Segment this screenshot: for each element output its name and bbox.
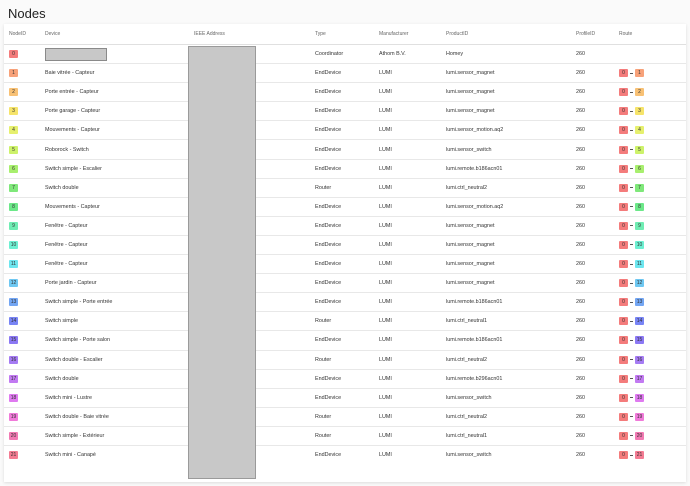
table-row[interactable] bbox=[4, 388, 686, 407]
node-id-cell bbox=[4, 369, 40, 388]
node-id-cell bbox=[4, 388, 40, 407]
device-type: Router bbox=[310, 312, 374, 331]
route-cell bbox=[614, 407, 686, 426]
profile-id: 260 bbox=[571, 121, 614, 140]
route-hop-badge: 0 bbox=[619, 165, 628, 173]
route-hop-badge: 6 bbox=[635, 165, 644, 173]
node-id-badge: 19 bbox=[10, 413, 17, 420]
route-path bbox=[619, 317, 686, 325]
route-link bbox=[630, 378, 633, 379]
device-type: EndDevice bbox=[310, 140, 374, 159]
route-hop-badge: 9 bbox=[635, 222, 644, 230]
route-link bbox=[630, 264, 633, 265]
device-type: EndDevice bbox=[310, 331, 374, 350]
route-hop-badge: 0 bbox=[619, 432, 628, 440]
route-path bbox=[619, 375, 686, 383]
route-path bbox=[619, 203, 686, 211]
route-hop-badge: 0 bbox=[619, 88, 628, 96]
header-type[interactable]: Type bbox=[310, 24, 374, 45]
device-name: Switch simple - Escalier bbox=[40, 159, 189, 178]
route-path bbox=[619, 336, 686, 344]
route-hop-badge: 0 bbox=[619, 69, 628, 77]
table-row[interactable] bbox=[4, 350, 686, 369]
device-name: Switch double bbox=[40, 178, 189, 197]
product-id: lumi.sensor_magnet bbox=[441, 235, 571, 254]
manufacturer: LUMI bbox=[374, 331, 441, 350]
device-type: EndDevice bbox=[310, 293, 374, 312]
node-id-badge: 16 bbox=[10, 356, 17, 363]
product-id: lumi.sensor_switch bbox=[441, 140, 571, 159]
route-cell bbox=[614, 45, 686, 64]
device-type: EndDevice bbox=[310, 159, 374, 178]
device-type: EndDevice bbox=[310, 197, 374, 216]
route-hop-badge: 0 bbox=[619, 356, 628, 364]
route-hop-badge: 0 bbox=[619, 222, 628, 230]
node-id-cell bbox=[4, 407, 40, 426]
device-type: Coordinator bbox=[310, 45, 374, 64]
header-device[interactable]: Device bbox=[40, 24, 189, 45]
profile-id: 260 bbox=[571, 350, 614, 369]
table-row[interactable] bbox=[4, 45, 686, 64]
route-link bbox=[630, 187, 633, 188]
profile-id: 260 bbox=[571, 255, 614, 274]
node-id-cell bbox=[4, 64, 40, 83]
device-name: Roborock - Switch bbox=[40, 140, 189, 159]
route-cell bbox=[614, 216, 686, 235]
device-type: EndDevice bbox=[310, 216, 374, 235]
manufacturer: LUMI bbox=[374, 83, 441, 102]
table-row[interactable] bbox=[4, 121, 686, 140]
node-id-cell bbox=[4, 445, 40, 464]
route-path bbox=[619, 298, 686, 306]
manufacturer: LUMI bbox=[374, 407, 441, 426]
manufacturer: LUMI bbox=[374, 102, 441, 121]
node-id-badge: 3 bbox=[9, 107, 18, 115]
route-hop-badge: 0 bbox=[619, 126, 628, 134]
route-cell bbox=[614, 312, 686, 331]
device-type: EndDevice bbox=[310, 274, 374, 293]
route-cell bbox=[614, 178, 686, 197]
manufacturer: LUMI bbox=[374, 216, 441, 235]
route-path bbox=[619, 241, 686, 249]
node-id-cell bbox=[4, 331, 40, 350]
product-id: lumi.sensor_motion.aq2 bbox=[441, 121, 571, 140]
manufacturer: LUMI bbox=[374, 426, 441, 445]
table-row[interactable] bbox=[4, 235, 686, 254]
profile-id: 260 bbox=[571, 388, 614, 407]
node-id-cell bbox=[4, 121, 40, 140]
manufacturer: LUMI bbox=[379, 452, 392, 459]
route-hop-badge: 20 bbox=[636, 432, 643, 439]
device-type: Router bbox=[310, 407, 374, 426]
node-id-cell bbox=[4, 197, 40, 216]
node-id-cell bbox=[4, 178, 40, 197]
route-hop-badge: 5 bbox=[635, 146, 644, 154]
table-row[interactable] bbox=[4, 102, 686, 121]
route-cell bbox=[614, 293, 686, 312]
table-row[interactable] bbox=[4, 83, 686, 102]
table-row[interactable] bbox=[4, 216, 686, 235]
route-hop-badge: 13 bbox=[636, 299, 643, 306]
route-path bbox=[619, 107, 686, 115]
profile-id: 260 bbox=[571, 216, 614, 235]
device-name-redaction bbox=[45, 48, 107, 61]
table-row[interactable] bbox=[4, 255, 686, 274]
route-cell bbox=[614, 426, 686, 445]
route-hop-badge: 1 bbox=[635, 69, 644, 77]
node-id-cell bbox=[4, 140, 40, 159]
manufacturer: Athom B.V. bbox=[374, 45, 441, 64]
route-hop-badge: 17 bbox=[636, 375, 643, 382]
nodes-table bbox=[4, 24, 686, 464]
table-row[interactable] bbox=[4, 64, 686, 83]
device-type: Router bbox=[310, 178, 374, 197]
route-cell bbox=[614, 235, 686, 254]
product-id: lumi.remote.b186acn01 bbox=[441, 331, 571, 350]
node-id-cell bbox=[4, 426, 40, 445]
header-manufacturer[interactable]: Manufacturer bbox=[374, 24, 441, 45]
route-link bbox=[630, 340, 633, 341]
table-row[interactable] bbox=[4, 407, 686, 426]
route-hop-badge: 0 bbox=[619, 203, 628, 211]
table-row[interactable] bbox=[4, 159, 686, 178]
route-link bbox=[630, 302, 633, 303]
device-name: Mouvements - Capteur bbox=[40, 197, 189, 216]
profile-id: 260 bbox=[571, 235, 614, 254]
route-path bbox=[619, 184, 686, 192]
profile-id: 260 bbox=[571, 178, 614, 197]
product-id: lumi.sensor_magnet bbox=[441, 83, 571, 102]
route-path bbox=[619, 394, 686, 402]
nodes-table-card bbox=[4, 24, 686, 482]
manufacturer: LUMI bbox=[374, 235, 441, 254]
product-id: lumi.ctrl_neutral2 bbox=[441, 178, 571, 197]
profile-id: 260 bbox=[571, 64, 614, 83]
route-path bbox=[619, 165, 686, 173]
table-row[interactable] bbox=[4, 369, 686, 388]
product-id: Homey bbox=[441, 45, 571, 64]
node-id-badge: 14 bbox=[10, 318, 17, 325]
node-id-cell bbox=[4, 45, 40, 64]
route-hop-badge: 14 bbox=[636, 318, 643, 325]
route-cell bbox=[614, 159, 686, 178]
node-id-cell bbox=[4, 350, 40, 369]
device-type: EndDevice bbox=[310, 64, 374, 83]
route-hop-badge: 7 bbox=[635, 184, 644, 192]
route-link bbox=[630, 111, 633, 112]
device-name: Switch double bbox=[40, 369, 189, 388]
device-type: Router bbox=[310, 426, 374, 445]
profile-id: 260 bbox=[571, 197, 614, 216]
product-id: lumi.sensor_magnet bbox=[441, 274, 571, 293]
route-cell bbox=[614, 331, 686, 350]
route-hop-badge: 0 bbox=[619, 336, 628, 344]
node-id-badge: 21 bbox=[10, 452, 17, 459]
device-name: Fenêtre - Capteur bbox=[40, 255, 189, 274]
product-id: lumi.sensor_motion.aq2 bbox=[441, 197, 571, 216]
manufacturer: LUMI bbox=[374, 369, 441, 388]
manufacturer: LUMI bbox=[374, 312, 441, 331]
node-id-badge: 5 bbox=[9, 146, 18, 154]
table-row[interactable] bbox=[4, 445, 686, 464]
product-id: lumi.sensor_magnet bbox=[441, 216, 571, 235]
route-hop-badge: 0 bbox=[619, 451, 628, 459]
route-link bbox=[630, 73, 633, 74]
route-hop-badge: 12 bbox=[636, 280, 643, 287]
node-id-badge: 0 bbox=[9, 50, 18, 58]
route-link bbox=[630, 416, 633, 417]
device-name: Porte garage - Capteur bbox=[40, 102, 189, 121]
device-name: Baie vitrée - Capteur bbox=[40, 64, 189, 83]
route-hop-badge: 0 bbox=[619, 260, 628, 268]
route-cell bbox=[614, 255, 686, 274]
node-id-cell bbox=[4, 216, 40, 235]
route-link bbox=[630, 321, 633, 322]
header-profile-id[interactable]: ProfileID bbox=[571, 24, 614, 45]
route-path bbox=[619, 260, 686, 268]
node-id-badge: 17 bbox=[10, 375, 17, 382]
route-hop-badge: 0 bbox=[619, 107, 628, 115]
node-id-badge: 4 bbox=[9, 126, 18, 134]
route-link bbox=[630, 359, 633, 360]
header-node-id[interactable]: NodeID bbox=[4, 24, 40, 45]
node-id-badge: 8 bbox=[9, 203, 18, 211]
route-hop-badge: 0 bbox=[619, 375, 628, 383]
product-id: lumi.ctrl_neutral1 bbox=[441, 312, 571, 331]
route-path bbox=[619, 432, 686, 440]
node-id-cell bbox=[4, 102, 40, 121]
profile-id: 260 bbox=[571, 331, 614, 350]
table-row[interactable] bbox=[4, 426, 686, 445]
device-name: Mouvements - Capteur bbox=[40, 121, 189, 140]
route-path bbox=[619, 88, 686, 96]
profile-id: 260 bbox=[571, 369, 614, 388]
device-type: EndDevice bbox=[310, 102, 374, 121]
route-hop-badge: 0 bbox=[619, 298, 628, 306]
manufacturer: LUMI bbox=[374, 388, 441, 407]
device-type: EndDevice bbox=[310, 121, 374, 140]
table-row[interactable] bbox=[4, 178, 686, 197]
table-row[interactable] bbox=[4, 312, 686, 331]
table-row[interactable] bbox=[4, 140, 686, 159]
manufacturer: LUMI bbox=[374, 140, 441, 159]
route-path bbox=[619, 69, 686, 77]
route-hop-badge: 15 bbox=[636, 337, 643, 344]
manufacturer: LUMI bbox=[374, 159, 441, 178]
route-link bbox=[630, 455, 633, 456]
route-path bbox=[619, 356, 686, 364]
node-id-badge: 9 bbox=[9, 222, 18, 230]
route-hop-badge: 0 bbox=[619, 184, 628, 192]
route-link bbox=[630, 283, 633, 284]
node-id-badge: 2 bbox=[9, 88, 18, 96]
route-link bbox=[630, 225, 633, 226]
device-name: Switch simple - Porte entrée bbox=[40, 293, 189, 312]
device-type: EndDevice bbox=[310, 235, 374, 254]
manufacturer: LUMI bbox=[374, 178, 441, 197]
profile-id: 260 bbox=[571, 274, 614, 293]
node-id-cell bbox=[4, 274, 40, 293]
profile-id: 260 bbox=[571, 312, 614, 331]
node-id-cell bbox=[4, 83, 40, 102]
device-type: EndDevice bbox=[310, 83, 374, 102]
profile-id: 260 bbox=[571, 426, 614, 445]
route-link bbox=[630, 149, 633, 150]
node-id-badge: 12 bbox=[10, 280, 17, 287]
header-ieee-address[interactable]: IEEE Address bbox=[189, 24, 310, 45]
node-id-badge: 10 bbox=[10, 241, 17, 248]
table-row[interactable] bbox=[4, 274, 686, 293]
manufacturer: LUMI bbox=[374, 64, 441, 83]
product-id: lumi.ctrl_neutral2 bbox=[441, 350, 571, 369]
device-name: Switch mini - Canapé bbox=[45, 452, 96, 459]
node-id-cell bbox=[4, 293, 40, 312]
route-hop-badge: 0 bbox=[619, 241, 628, 249]
route-link bbox=[630, 130, 633, 131]
device-name: Porte entrée - Capteur bbox=[40, 83, 189, 102]
node-id-cell bbox=[4, 312, 40, 331]
route-link bbox=[630, 206, 633, 207]
manufacturer: LUMI bbox=[374, 197, 441, 216]
device-name: Fenêtre - Capteur bbox=[40, 216, 189, 235]
node-id-cell bbox=[4, 255, 40, 274]
manufacturer: LUMI bbox=[374, 350, 441, 369]
page-title: Nodes bbox=[8, 6, 46, 21]
route-path bbox=[619, 222, 686, 230]
route-cell bbox=[614, 369, 686, 388]
route-hop-badge: 0 bbox=[619, 394, 628, 402]
route-cell bbox=[614, 121, 686, 140]
product-id: lumi.sensor_magnet bbox=[441, 255, 571, 274]
route-cell bbox=[614, 140, 686, 159]
device-name: Switch double - Escalier bbox=[40, 350, 189, 369]
table-header-row bbox=[4, 24, 686, 45]
route-hop-badge: 10 bbox=[636, 241, 643, 248]
product-id: lumi.remote.b186acn01 bbox=[441, 159, 571, 178]
route-hop-badge: 0 bbox=[619, 146, 628, 154]
node-id-badge: 1 bbox=[9, 69, 18, 77]
route-hop-badge: 0 bbox=[619, 279, 628, 287]
profile-id: 260 bbox=[571, 407, 614, 426]
device-name: Porte jardin - Capteur bbox=[40, 274, 189, 293]
header-route[interactable]: Route bbox=[614, 24, 686, 45]
route-path bbox=[619, 413, 686, 421]
route-link bbox=[630, 397, 633, 398]
route-cell bbox=[614, 197, 686, 216]
node-id-cell bbox=[4, 235, 40, 254]
device-type: EndDevice bbox=[315, 452, 342, 459]
route-cell bbox=[614, 445, 686, 464]
route-path bbox=[619, 279, 686, 287]
product-id: lumi.remote.b186acn01 bbox=[441, 293, 571, 312]
product-id: lumi.sensor_magnet bbox=[441, 102, 571, 121]
node-id-badge: 18 bbox=[10, 394, 17, 401]
ieee-address-redaction bbox=[188, 46, 256, 479]
device-name: Switch double - Baie vitrée bbox=[40, 407, 189, 426]
route-hop-badge: 21 bbox=[636, 452, 643, 459]
device-name bbox=[40, 45, 189, 64]
device-type: Router bbox=[310, 350, 374, 369]
route-hop-badge: 16 bbox=[636, 356, 643, 363]
route-hop-badge: 19 bbox=[636, 413, 643, 420]
node-id-badge: 7 bbox=[9, 184, 18, 192]
route-link bbox=[630, 168, 633, 169]
route-path bbox=[619, 126, 686, 134]
route-link bbox=[630, 92, 633, 93]
route-hop-badge: 2 bbox=[635, 88, 644, 96]
profile-id: 260 bbox=[571, 159, 614, 178]
product-id: lumi.sensor_switch bbox=[446, 452, 492, 459]
route-path bbox=[619, 451, 686, 459]
device-name: Switch simple - Extérieur bbox=[40, 426, 189, 445]
product-id: lumi.sensor_switch bbox=[441, 388, 571, 407]
table-row[interactable] bbox=[4, 331, 686, 350]
route-hop-badge: 0 bbox=[619, 317, 628, 325]
node-id-badge: 6 bbox=[9, 165, 18, 173]
route-path bbox=[619, 146, 686, 154]
device-name: Switch simple - Porte salon bbox=[40, 331, 189, 350]
manufacturer: LUMI bbox=[374, 255, 441, 274]
device-type: EndDevice bbox=[310, 255, 374, 274]
route-hop-badge: 18 bbox=[636, 394, 643, 401]
route-hop-badge: 11 bbox=[636, 261, 643, 268]
route-hop-badge: 3 bbox=[635, 107, 644, 115]
table-row[interactable] bbox=[4, 197, 686, 216]
node-id-cell bbox=[4, 159, 40, 178]
route-hop-badge: 0 bbox=[619, 413, 628, 421]
table-row[interactable] bbox=[4, 293, 686, 312]
route-link bbox=[630, 435, 633, 436]
node-id-badge: 20 bbox=[10, 432, 17, 439]
product-id: lumi.ctrl_neutral2 bbox=[441, 407, 571, 426]
device-type: EndDevice bbox=[310, 369, 374, 388]
profile-id: 260 bbox=[571, 140, 614, 159]
node-id-badge: 15 bbox=[10, 337, 17, 344]
manufacturer: LUMI bbox=[374, 121, 441, 140]
route-cell bbox=[614, 102, 686, 121]
device-name: Fenêtre - Capteur bbox=[40, 235, 189, 254]
route-cell bbox=[614, 350, 686, 369]
profile-id: 260 bbox=[571, 83, 614, 102]
node-id-badge: 11 bbox=[10, 261, 17, 268]
profile-id: 260 bbox=[571, 45, 614, 64]
node-id-badge: 13 bbox=[10, 299, 17, 306]
route-hop-badge: 4 bbox=[635, 126, 644, 134]
manufacturer: LUMI bbox=[374, 274, 441, 293]
product-id: lumi.sensor_magnet bbox=[441, 64, 571, 83]
device-name: Switch mini - Lustre bbox=[40, 388, 189, 407]
device-name: Switch simple bbox=[40, 312, 189, 331]
profile-id: 260 bbox=[571, 102, 614, 121]
route-hop-badge: 8 bbox=[635, 203, 644, 211]
header-product-id[interactable]: ProductID bbox=[441, 24, 571, 45]
profile-id: 260 bbox=[571, 293, 614, 312]
route-link bbox=[630, 244, 633, 245]
route-cell bbox=[614, 64, 686, 83]
device-type: EndDevice bbox=[310, 388, 374, 407]
route-cell bbox=[614, 274, 686, 293]
profile-id: 260 bbox=[576, 452, 585, 459]
route-cell bbox=[614, 83, 686, 102]
manufacturer: LUMI bbox=[374, 293, 441, 312]
product-id: lumi.ctrl_neutral1 bbox=[441, 426, 571, 445]
product-id: lumi.remote.b296acn01 bbox=[441, 369, 571, 388]
route-cell bbox=[614, 388, 686, 407]
